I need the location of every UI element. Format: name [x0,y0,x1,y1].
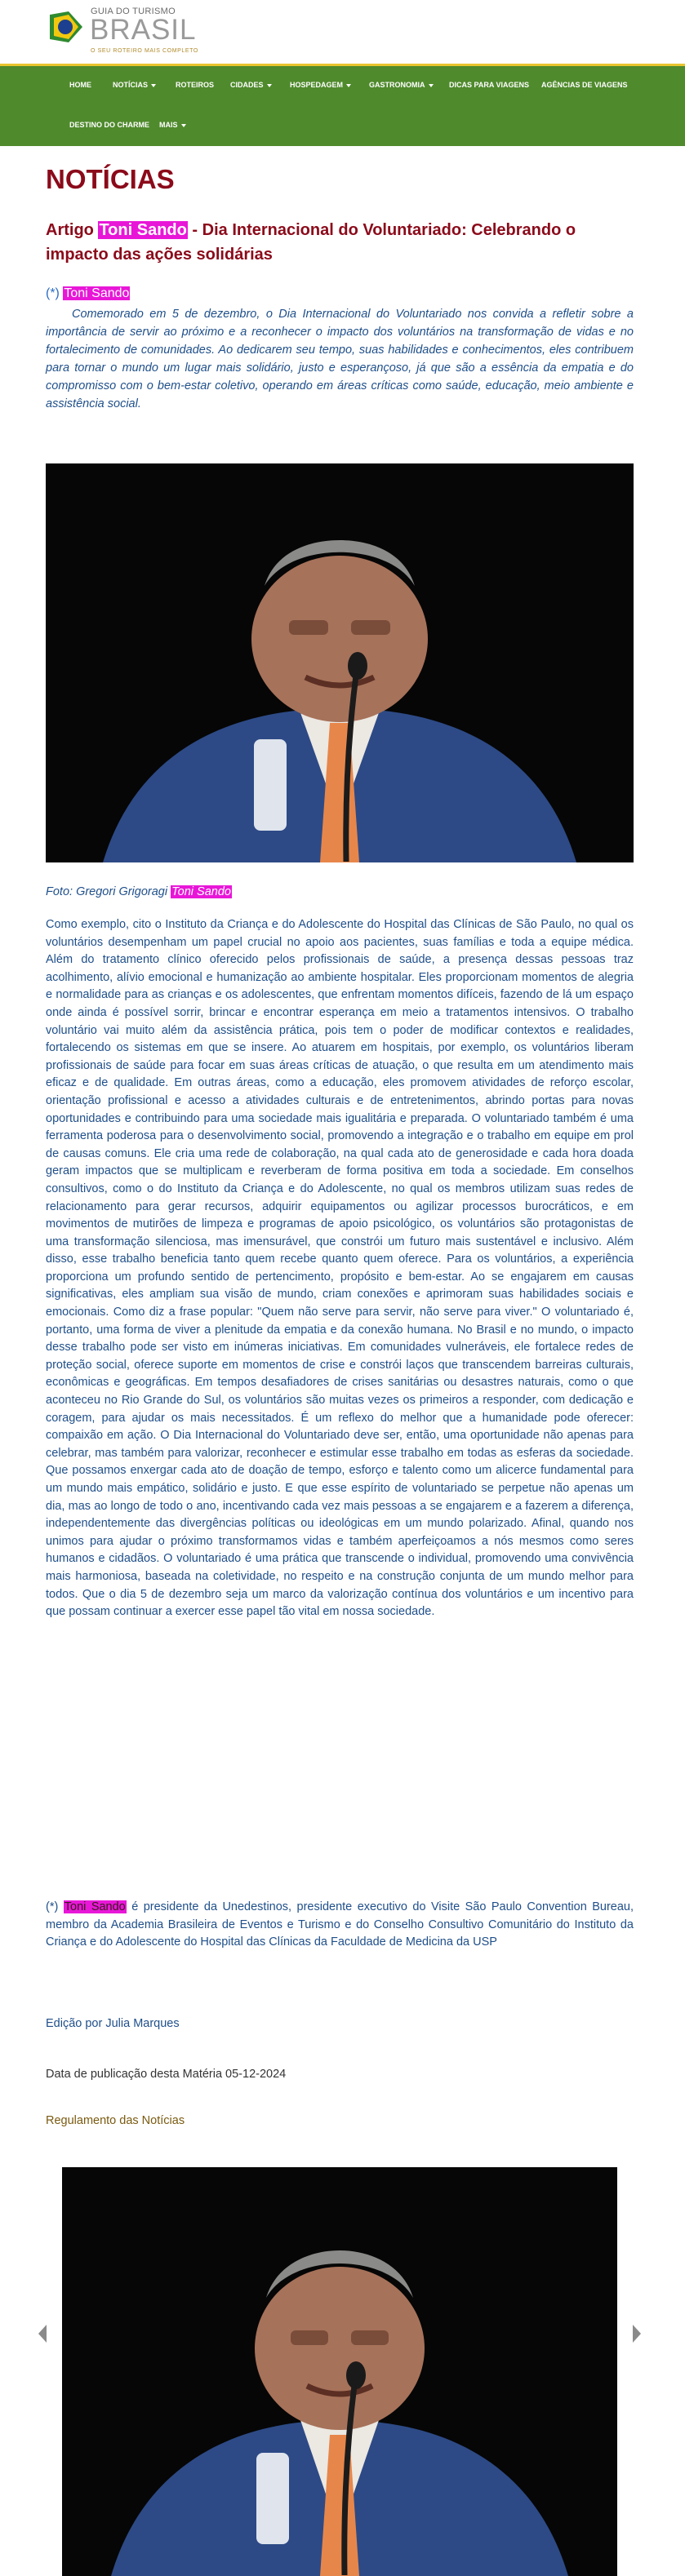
title-prefix: Artigo [46,221,94,239]
logo-top-text: GUIA DO TURISMO [91,7,176,16]
chevron-down-icon [181,124,186,127]
chevron-down-icon [346,84,351,87]
regulation-link[interactable]: Regulamento das Notícias [46,2114,185,2127]
editor-credit: Edição por Julia Marques [46,2017,180,2030]
publication-date: Data de publicação desta Matéria 05-12-2024 [46,2068,287,2081]
nav-label: CIDADES [230,81,264,89]
page-title: NOTÍCIAS [46,164,175,194]
site-header [0,0,685,64]
nav-label: HOME [69,81,91,89]
logo-tagline: O SEU ROTEIRO MAIS COMPLETO [91,48,198,54]
author-bio [46,1899,634,1952]
nav-item-gastronomia[interactable] [369,81,434,89]
nav-label: GASTRONOMIA [369,81,425,89]
photo-caption [46,885,232,898]
nav-label: DESTINO DO CHARME [69,121,150,129]
bio-text: é presidente da Unedestinos, presidente executivo do Visite São Paulo Convention Bureau, membro da Academia Brasileira de Eventos e Turismo e do Conselho Consultivo Comunitário do Instituto da Criança e do Adolescente do Hospital das Clínicas da Faculdade de Medicina da USP [46,1900,634,1949]
author-highlight: Toni Sando [64,1900,126,1913]
logo-main-text: BRASIL [90,14,197,46]
author-byline [46,286,130,301]
article-title [46,218,634,267]
nav-item-cidades[interactable] [230,81,272,89]
nav-label: NOTÍCIAS [113,81,149,89]
author-highlight: Toni Sando [171,885,231,898]
article-intro: Comemorado em 5 de dezembro, o Dia Internacional do Voluntariado nos convida a refletir sobre a importância de servir ao próximo e a reconhecer o impacto dos voluntários na transformação de vidas e no fortalecimento de comunidades. Ao dedicarem seu tempo, suas habilidades e conhecimentos, eles contribuem para tornar o mundo um lugar mais solidário, justo e esperançoso, já que são a essência da empatia e do compromisso com o bem-estar coletivo, operando em áreas críticas como saúde, educação, meio ambiente e assistência social. [46,308,634,410]
chevron-down-icon [267,84,272,87]
author-highlight: Toni Sando [99,221,187,239]
nav-label: MAIS [159,121,178,129]
nav-item-roteiros[interactable] [176,81,214,89]
gallery-prev-arrow-icon[interactable] [34,2321,51,2346]
brazil-flag-icon [47,8,85,46]
author-photo [46,463,634,862]
nav-label: DICAS PARA VIAGENS [449,81,530,89]
nav-item-noticias[interactable] [113,81,156,89]
chevron-down-icon [151,84,156,87]
gallery-next-arrow-icon[interactable] [629,2321,645,2346]
nav-item-mais[interactable] [159,121,186,129]
nav-label: AGÊNCIAS DE VIAGENS [541,81,628,89]
chevron-down-icon [429,84,434,87]
nav-item-dicas[interactable] [449,81,529,89]
nav-label: HOSPEDAGEM [290,81,344,89]
speaker-portrait-icon [46,463,634,862]
main-navigation [0,64,685,146]
nav-item-agencias[interactable] [541,81,628,89]
title-suffix: - Dia Internacional do Voluntariado: Celebrando o impacto das ações solidárias [46,221,576,264]
speaker-portrait-icon [62,2167,617,2576]
nav-item-home[interactable] [69,81,91,89]
article-body: Como exemplo, cito o Instituto da Criança e do Adolescente do Hospital das Clínicas de São Paulo, no qual os voluntários desempenham um papel crucial no apoio aos pacientes, suas famílias e toda a equipe médica. Além do tratamento clínico oferecido pelos profissionais de saúde, a presença dessas pessoas traz acolhimento, alívio emocional e humanização ao ambiente hospitalar. Eles proporcionam momentos de alegria e normalidade para as crianças e os adolescentes, que enfrentam momentos difíceis, fazendo de lá um espaço onde ainda é possível sorrir, brincar e encontrar esperança em meio a tratamentos intensivos. O trabalho voluntário vai muito além da assistência prática, pois tem o poder de modificar contextos e realidades, fortalecendo os sistemas em que se insere. Ao atuarem em hospitais, por exemplo, os voluntários liberam profissionais de saúde para focar em suas áreas críticas de atuação, o que resulta em um atendimento mais eficaz e de qualidade. Em outras áreas, como a educação, eles promovem atividades de reforço escolar, orientação profissional e acesso a atividades culturais e de entretenimentos, abrindo portas para novas oportunidades e contribuindo para uma sociedade mais igualitária e preparada. O voluntariado também é uma ferramenta poderosa para o desenvolvimento social, promovendo a integração e o trabalho em equipe em prol de causas comuns. Ele cria uma rede de colaboração, na qual cada ato de generosidade e cada hora doada geram impactos que se multiplicam e reverberam de forma positiva em toda a sociedade. Em conselhos consultivos, como o do Instituto da Criança e do Adolescente, no qual os membros utilizam suas redes de relacionamento para gerar recursos, adquirir equipamentos ou agilizar processos burocráticos, e em movimentos de mutirões de limpeza e programas de apoio psicológico, os voluntários são protagonistas de uma transformação silenciosa, mas imensurável, que constrói um futuro mais sustentável e inclusivo. Além disso, esse trabalho beneficia tanto quem recebe quanto quem oferece. Para os voluntários, a experiência proporciona um profundo sentido de pertencimento, propósito e bem-estar. Ao se engajarem em causas significativas, eles ampliam sua visão de mundo, criam conexões e aprimoram suas habilidades sociais e emocionais. Como diz a frase popular: "Quem não serve para servir, não serve para viver." O voluntariado é, portanto, uma forma de viver a plenitude da empatia e da conexão humana. No Brasil e no mundo, o impacto desse trabalho pode ser visto em inúmeras iniciativas. Em comunidades vulneráveis, ele fortalece redes de proteção social, oferece suporte em momentos de crise e constrói laços que transcendem barreiras culturais, econômicas e geográficas. Em tempos desafiadores de crises sanitárias ou desastres naturais, como o que aconteceu no Rio Grande do Sul, os voluntários são muitas vezes os primeiros a responder, com dedicação e coragem, para ajudar os mais necessitados. É um reflexo do melhor que a humanidade pode oferecer: compaixão em ação. O Dia Internacional do Voluntariado deve ser, então, uma oportunidade não apenas para celebrar, mas também para valorizar, reconhecer e estimular esse trabalho em todas as esferas da sociedade. Que possamos enxergar cada ato de doação de tempo, esforço e talento como um alicerce fundamental para um mundo mais empático, solidário e justo. E que esse espírito de voluntariado se perpetue não apenas um dia, mas ao longo de todo o ano, incentivando cada vez mais pessoas a se engajarem e a fazerem a diferença, independentemente das divergências políticas ou ideológicas em um mundo polarizado. Afinal, quando nos unimos para ajudar o próximo transformamos vidas e também aperfeiçoamos a nós mesmos como seres humanos e cidadãos. O voluntariado é uma prática que transcende o individual, promovendo uma convivência mais harmoniosa, baseada na coletividade, no respeito e na construção conjunta de um mundo melhor para todos. Que o dia 5 de dezembro seja um marco da valorização contínua dos voluntários e um incentivo para que possam continuar a exercer esse papel tão vital em nossa sociedade. [46,918,634,1619]
caption-credit: Foto: Gregori Grigoragi [46,885,168,898]
byline-mark: (*) [46,1900,59,1913]
byline-mark: (*) [46,286,60,300]
author-highlight: Toni Sando [64,286,130,300]
nav-item-destino[interactable] [69,121,149,129]
nav-label: ROTEIROS [176,81,215,89]
nav-item-hospedagem[interactable] [290,81,351,89]
site-logo[interactable] [47,3,198,57]
gallery-photo [62,2167,617,2576]
